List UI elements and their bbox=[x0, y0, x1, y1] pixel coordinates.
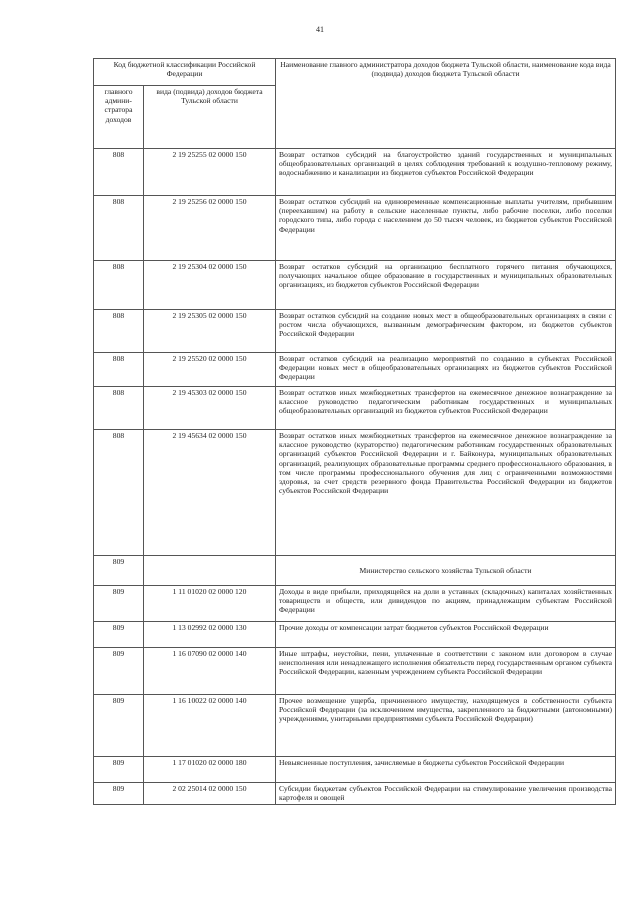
table-row bbox=[94, 196, 616, 261]
admin-code-cell: 808 bbox=[94, 387, 144, 430]
income-name-cell: Иные штрафы, неустойки, пени, уплаченные в соответствии с законом или договором в случае неисполнения или ненадлежащего исполнения обязательств перед государственным органом субъекта Российской Федерации, казенным учреждением субъекта Российской Федерации bbox=[276, 648, 616, 695]
income-name-cell: Возврат остатков субсидий на реализацию мероприятий по созданию в субъектах Российской Федерации новых мест в общеобразовательных организациях из бюджетов субъектов Российской Федерации bbox=[276, 353, 616, 387]
table-row bbox=[94, 783, 616, 805]
admin-code-cell: 808 bbox=[94, 261, 144, 310]
admin-code-cell: 809 bbox=[94, 695, 144, 757]
income-kind-code-cell: 2 02 25014 02 0000 150 bbox=[144, 783, 276, 805]
income-name-cell: Возврат остатков субсидий на создание новых мест в общеобразовательных организациях в связи с ростом числа обучающихся, вызванным демографическим фактором, из бюджетов субъектов Российской Федерации bbox=[276, 310, 616, 353]
table-row bbox=[94, 430, 616, 556]
budget-classification-table bbox=[93, 58, 616, 805]
admin-code-cell: 809 bbox=[94, 648, 144, 695]
income-name-cell: Прочие доходы от компенсации затрат бюджетов субъектов Российской Федерации bbox=[276, 622, 616, 648]
table-row bbox=[94, 149, 616, 196]
income-name-cell: Доходы в виде прибыли, приходящейся на доли в уставных (складочных) капиталах хозяйственных товариществ и обществ, или дивидендов по акциям, принадлежащим субъектам Российской Федерации bbox=[276, 586, 616, 622]
table-row bbox=[94, 695, 616, 757]
table-row bbox=[94, 353, 616, 387]
table-row bbox=[94, 757, 616, 783]
table-row bbox=[94, 387, 616, 430]
income-kind-code-cell: 1 17 01020 02 0000 180 bbox=[144, 757, 276, 783]
name-column-header: Наименование главного администратора доходов бюджета Тульской области, наименование кода вида (подвида) доходов бюджета Тульской области bbox=[276, 59, 616, 149]
income-name-cell: Возврат остатков субсидий на организацию бесплатного горячего питания обучающихся, получающих начальное общее образование в государственных и муниципальных образовательных организациях, из бюджетов субъектов Российской Федерации bbox=[276, 261, 616, 310]
income-name-cell: Возврат остатков иных межбюджетных трансфертов на ежемесячное денежное вознаграждение за классное руководство (кураторство) педагогическим работникам государственных образовательных организаций субъектов Российской Федерации и г. Байконура, муниципальных образовательных организаций, реализующих образовательные программы среднего профессионального образования, в том числе программы профессионального обучения для лиц с ограниченными возможностями здоровья, за счет средств резервного фонда Правительства Российской Федерации из бюджетов субъектов Российской Федерации bbox=[276, 430, 616, 556]
income-name-cell: Возврат остатков иных межбюджетных трансфертов на ежемесячное денежное вознаграждение за классное руководство педагогическим работникам государственных и муниципальных общеобразовательных организаций из бюджетов субъектов Российской Федерации bbox=[276, 387, 616, 430]
admin-code-cell: 808 bbox=[94, 310, 144, 353]
income-name-cell: Министерство сельского хозяйства Тульской области bbox=[276, 556, 616, 586]
table-row bbox=[94, 586, 616, 622]
admin-code-cell: 809 bbox=[94, 556, 144, 586]
income-kind-code-cell bbox=[144, 556, 276, 586]
income-name-cell: Субсидии бюджетам субъектов Российской Федерации на стимулирование увеличения производства картофеля и овощей bbox=[276, 783, 616, 805]
admin-column-header: главного админи- стратора доходов bbox=[94, 86, 144, 149]
income-kind-code-cell: 2 19 25304 02 0000 150 bbox=[144, 261, 276, 310]
admin-code-cell: 809 bbox=[94, 783, 144, 805]
income-kind-code-cell: 1 11 01020 02 0000 120 bbox=[144, 586, 276, 622]
income-kind-code-cell: 1 16 07090 02 0000 140 bbox=[144, 648, 276, 695]
income-name-cell: Возврат остатков субсидий на благоустройство зданий государственных и муниципальных общеобразовательных организаций в целях соблюдения требований к воздушно-тепловому режиму, водоснабжению и канализации из бюджетов субъектов Российской Федерации bbox=[276, 149, 616, 196]
income-name-cell: Невыясненные поступления, зачисляемые в бюджеты субъектов Российской Федерации bbox=[276, 757, 616, 783]
table-header-row bbox=[94, 59, 616, 86]
table-row bbox=[94, 648, 616, 695]
income-kind-code-cell: 2 19 25305 02 0000 150 bbox=[144, 310, 276, 353]
table-row bbox=[94, 310, 616, 353]
admin-code-cell: 808 bbox=[94, 149, 144, 196]
income-name-cell: Возврат остатков субсидий на единовременные компенсационные выплаты учителям, прибывшим (переехавшим) на работу в сельские населенные пункты, либо рабочие поселки, либо поселки городского типа, либо города с населением до 50 тысяч человек, из бюджетов субъектов Российской Федерации bbox=[276, 196, 616, 261]
admin-code-cell: 808 bbox=[94, 353, 144, 387]
income-name-cell: Прочее возмещение ущерба, причиненного имуществу, находящемуся в собственности субъекта Российской Федерации (за исключением имущества, закрепленного за бюджетными (автономными) учреждениями, унитарными предприятиями субъекта Российской Федерации) bbox=[276, 695, 616, 757]
income-kind-code-cell: 2 19 25256 02 0000 150 bbox=[144, 196, 276, 261]
table-row bbox=[94, 556, 616, 586]
admin-code-cell: 809 bbox=[94, 757, 144, 783]
table-row bbox=[94, 261, 616, 310]
admin-code-cell: 808 bbox=[94, 196, 144, 261]
income-kind-code-cell: 1 13 02992 02 0000 130 bbox=[144, 622, 276, 648]
admin-code-cell: 809 bbox=[94, 622, 144, 648]
code-group-header: Код бюджетной классификации Российской Федерации bbox=[94, 59, 276, 86]
income-kind-code-cell: 2 19 45303 02 0000 150 bbox=[144, 387, 276, 430]
table-row bbox=[94, 622, 616, 648]
income-kind-code-cell: 2 19 25255 02 0000 150 bbox=[144, 149, 276, 196]
kind-column-header: вида (подвида) доходов бюджета Тульской области bbox=[144, 86, 276, 149]
income-kind-code-cell: 2 19 45634 02 0000 150 bbox=[144, 430, 276, 556]
admin-code-cell: 809 bbox=[94, 586, 144, 622]
page-number: 41 bbox=[316, 25, 324, 34]
income-kind-code-cell: 1 16 10022 02 0000 140 bbox=[144, 695, 276, 757]
admin-code-cell: 808 bbox=[94, 430, 144, 556]
income-kind-code-cell: 2 19 25520 02 0000 150 bbox=[144, 353, 276, 387]
